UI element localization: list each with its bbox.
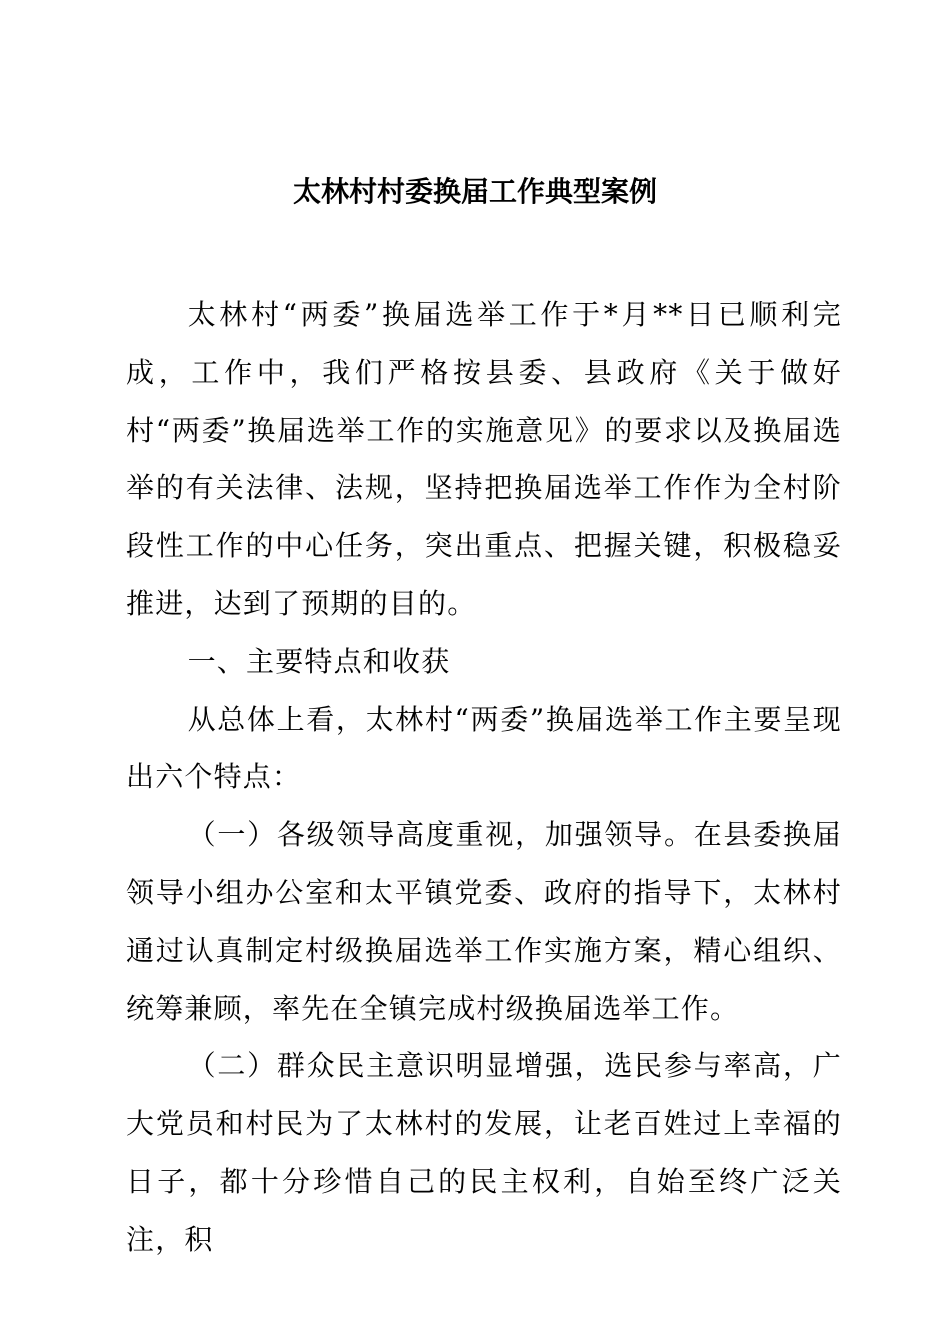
paragraph-point-2: （二）群众民主意识明显增强，选民参与率高，广大党员和村民为了太林村的发展，让老百姓过上幸福的日子，都十分珍惜自己的民主权利，自始至终广泛关注，积	[126, 1049, 842, 1256]
paragraph-overview: 从总体上看，太林村“两委”换届选举工作主要呈现出六个特点：	[126, 702, 842, 794]
document-title: 太林村村委换届工作典型案例	[292, 175, 657, 208]
paragraph-intro: 太林村“两委”换届选举工作于*月**日已顺利完成，工作中，我们严格按县委、县政府《关于做好村“两委”换届选举工作的实施意见》的要求以及换届选举的有关法律、法规，坚持把换届选举工作作为全村阶段性工作的中心任务，突出重点、把握关键，积极稳妥推进，达到了预期的目的。	[126, 298, 842, 620]
document-body	[126, 286, 842, 1269]
paragraph-point-1: （一）各级领导高度重视，加强领导。在县委换届领导小组办公室和太平镇党委、政府的指导下，太林村通过认真制定村级换届选举工作实施方案，精心组织、统筹兼顾，率先在全镇完成村级换届选举工作。	[126, 818, 842, 1025]
section-heading: 一、主要特点和收获	[187, 644, 451, 678]
